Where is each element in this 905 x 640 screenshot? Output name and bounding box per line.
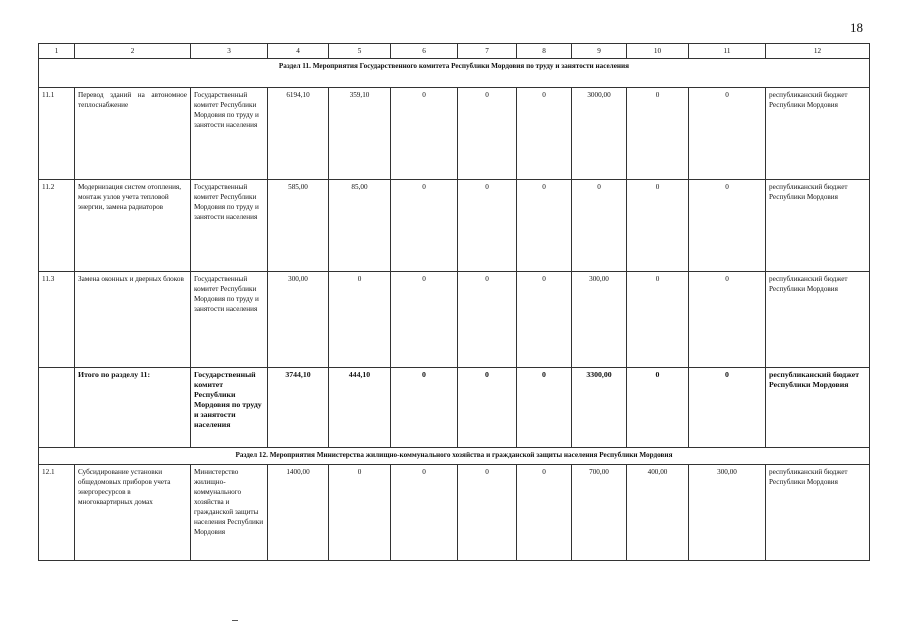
total-label: Итого по разделу 11:	[75, 368, 191, 448]
cell-col5: 444,10	[329, 368, 391, 448]
funding-source: республиканский бюджет Республики Мордовия	[766, 88, 870, 180]
cell-col10: 400,00	[627, 465, 689, 561]
cell-col8: 0	[517, 88, 572, 180]
table-row	[39, 272, 870, 368]
cell-total: 1400,00	[268, 465, 329, 561]
cell-col5: 359,10	[329, 88, 391, 180]
cell-total: 585,00	[268, 180, 329, 272]
section-11-row	[39, 59, 870, 88]
executor: Государственный комитет Республики Мордовия по труду и занятости населения	[191, 88, 268, 180]
column-header: 7	[458, 44, 517, 59]
executor: Государственный комитет Республики Мордовия по труду и занятости населения	[191, 272, 268, 368]
column-header: 8	[517, 44, 572, 59]
column-header: 9	[572, 44, 627, 59]
cell-col6: 0	[391, 88, 458, 180]
table-row	[39, 180, 870, 272]
section-total-row	[39, 368, 870, 448]
column-header: 6	[391, 44, 458, 59]
cell-col9: 3000,00	[572, 88, 627, 180]
row-number	[39, 368, 75, 448]
row-number: 11.2	[39, 180, 75, 272]
cell-total: 300,00	[268, 272, 329, 368]
cell-col9: 300,00	[572, 272, 627, 368]
cell-total: 3744,10	[268, 368, 329, 448]
row-number: 11.3	[39, 272, 75, 368]
measure-name: Модернизация систем отопления, монтаж узлов учета тепловой энергии, замена радиаторов	[75, 180, 191, 272]
cell-col6: 0	[391, 465, 458, 561]
table-row	[39, 465, 870, 561]
cell-col6: 0	[391, 368, 458, 448]
table-row	[39, 88, 870, 180]
cell-col7: 0	[458, 272, 517, 368]
cell-col10: 0	[627, 368, 689, 448]
cell-col11: 300,00	[689, 465, 766, 561]
funding-source: республиканский бюджет Республики Мордовия	[766, 465, 870, 561]
executor: Министерство жилищно-коммунального хозяйства и гражданской защиты населения Республики Мордовия	[191, 465, 268, 561]
column-number-row	[39, 44, 870, 59]
cell-col10: 0	[627, 88, 689, 180]
section-11-title: Раздел 11. Мероприятия Государственного комитета Республики Мордовия по труду и занятости населения	[39, 59, 870, 88]
program-table	[38, 43, 870, 561]
cell-col11: 0	[689, 180, 766, 272]
column-header: 12	[766, 44, 870, 59]
cell-total: 6194,10	[268, 88, 329, 180]
funding-source: республиканский бюджет Республики Мордовия	[766, 272, 870, 368]
funding-source: республиканский бюджет Республики Мордовия	[766, 180, 870, 272]
cell-col7: 0	[458, 465, 517, 561]
row-number: 11.1	[39, 88, 75, 180]
cell-col6: 0	[391, 272, 458, 368]
cell-col5: 0	[329, 272, 391, 368]
measure-name: Перевод зданий на автономное теплоснабжение	[75, 88, 191, 180]
cell-col9: 700,00	[572, 465, 627, 561]
column-header: 2	[75, 44, 191, 59]
cell-col9: 3300,00	[572, 368, 627, 448]
row-number: 12.1	[39, 465, 75, 561]
executor: Государственный комитет Республики Мордовия по труду и занятости населения	[191, 180, 268, 272]
column-header: 1	[39, 44, 75, 59]
measure-name: Замена оконных и дверных блоков	[75, 272, 191, 368]
cell-col8: 0	[517, 368, 572, 448]
cell-col11: 0	[689, 368, 766, 448]
scan-mark	[232, 620, 238, 621]
column-header: 3	[191, 44, 268, 59]
cell-col8: 0	[517, 180, 572, 272]
cell-col10: 0	[627, 272, 689, 368]
cell-col6: 0	[391, 180, 458, 272]
cell-col5: 0	[329, 465, 391, 561]
cell-col7: 0	[458, 368, 517, 448]
column-header: 10	[627, 44, 689, 59]
executor: Государственный комитет Республики Мордовия по труду и занятости населения	[191, 368, 268, 448]
section-12-row	[39, 448, 870, 465]
column-header: 4	[268, 44, 329, 59]
cell-col8: 0	[517, 272, 572, 368]
cell-col11: 0	[689, 88, 766, 180]
column-header: 11	[689, 44, 766, 59]
cell-col8: 0	[517, 465, 572, 561]
cell-col7: 0	[458, 180, 517, 272]
page-number: 18	[850, 20, 863, 35]
column-header: 5	[329, 44, 391, 59]
cell-col11: 0	[689, 272, 766, 368]
cell-col7: 0	[458, 88, 517, 180]
funding-source: республиканский бюджет Республики Мордовия	[766, 368, 870, 448]
section-12-title: Раздел 12. Мероприятия Министерства жилищно-коммунального хозяйства и гражданской защиты населения Республики Мордовия	[39, 448, 870, 465]
cell-col10: 0	[627, 180, 689, 272]
measure-name: Субсидирование установки общедомовых приборов учета энергоресурсов в многоквартирных домах	[75, 465, 191, 561]
cell-col9: 0	[572, 180, 627, 272]
cell-col5: 85,00	[329, 180, 391, 272]
